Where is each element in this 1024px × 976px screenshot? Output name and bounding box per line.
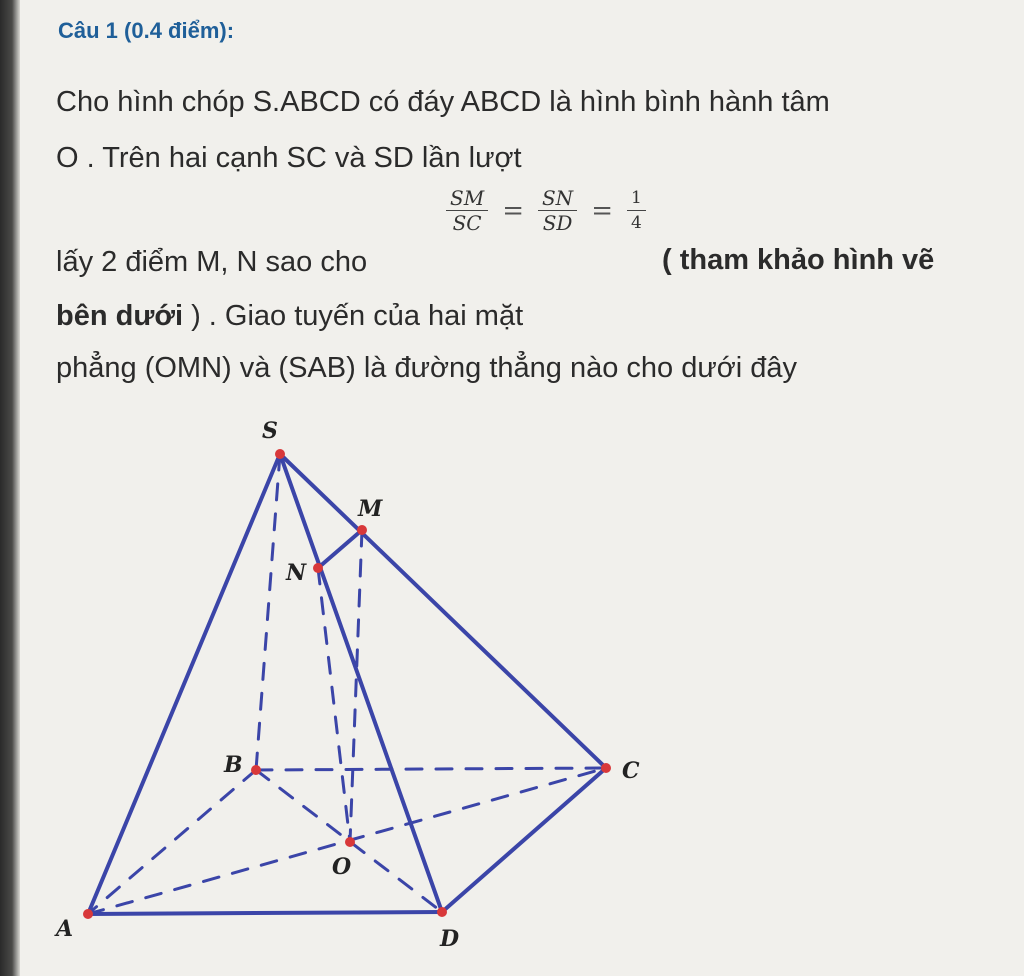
fraction-3-numerator: 1 xyxy=(627,188,646,211)
question-text-line-3-left: lấy 2 điểm M, N sao cho xyxy=(56,246,368,278)
edge-SD xyxy=(280,454,442,912)
question-text-line-4 xyxy=(56,300,523,333)
equals-sign: = xyxy=(591,195,613,226)
edge-AB xyxy=(88,770,256,914)
edge-BC xyxy=(256,768,606,770)
edge-SC xyxy=(280,454,606,768)
label-N: N xyxy=(286,560,307,586)
label-A: A xyxy=(56,916,74,942)
fraction-2-numerator: SN xyxy=(538,188,577,211)
bold-phrase: bên dưới xyxy=(56,300,184,332)
question-text-line-3-right: ( tham khảo hình vẽ xyxy=(662,244,935,276)
fraction-2-denominator: SD xyxy=(542,211,573,235)
fraction-1-numerator: SM xyxy=(446,188,488,211)
question-text-line-5: phẳng (OMN) và (SAB) là đường thẳng nào cho dưới đây xyxy=(56,352,798,384)
label-D: D xyxy=(440,926,460,952)
point-A xyxy=(83,909,93,919)
label-S: S xyxy=(262,418,278,444)
ratio-formula xyxy=(440,188,652,233)
edge-SA xyxy=(88,454,280,914)
fraction-3-denominator: 4 xyxy=(630,213,642,233)
point-M xyxy=(357,525,367,535)
question-text-line-2: O . Trên hai cạnh SC và SD lần lượt xyxy=(56,142,522,174)
edge-AD xyxy=(88,912,442,914)
label-O: O xyxy=(332,854,352,880)
label-C: C xyxy=(622,758,640,784)
point-O xyxy=(345,837,355,847)
equals-sign: = xyxy=(502,195,524,226)
pyramid-figure xyxy=(0,400,1024,976)
label-B: B xyxy=(224,752,243,778)
point-S xyxy=(275,449,285,459)
question-text-line-1: Cho hình chóp S.ABCD có đáy ABCD là hình bình hành tâm xyxy=(56,86,830,118)
point-B xyxy=(251,765,261,775)
fraction-1-denominator: SC xyxy=(452,211,482,235)
point-D xyxy=(437,907,447,917)
point-C xyxy=(601,763,611,773)
label-M: M xyxy=(358,496,383,522)
segment-NM xyxy=(318,530,362,568)
point-N xyxy=(313,563,323,573)
line-4-rest: ) . Giao tuyến của hai mặt xyxy=(183,300,524,332)
question-title: Câu 1 (0.4 điểm): xyxy=(58,18,235,43)
